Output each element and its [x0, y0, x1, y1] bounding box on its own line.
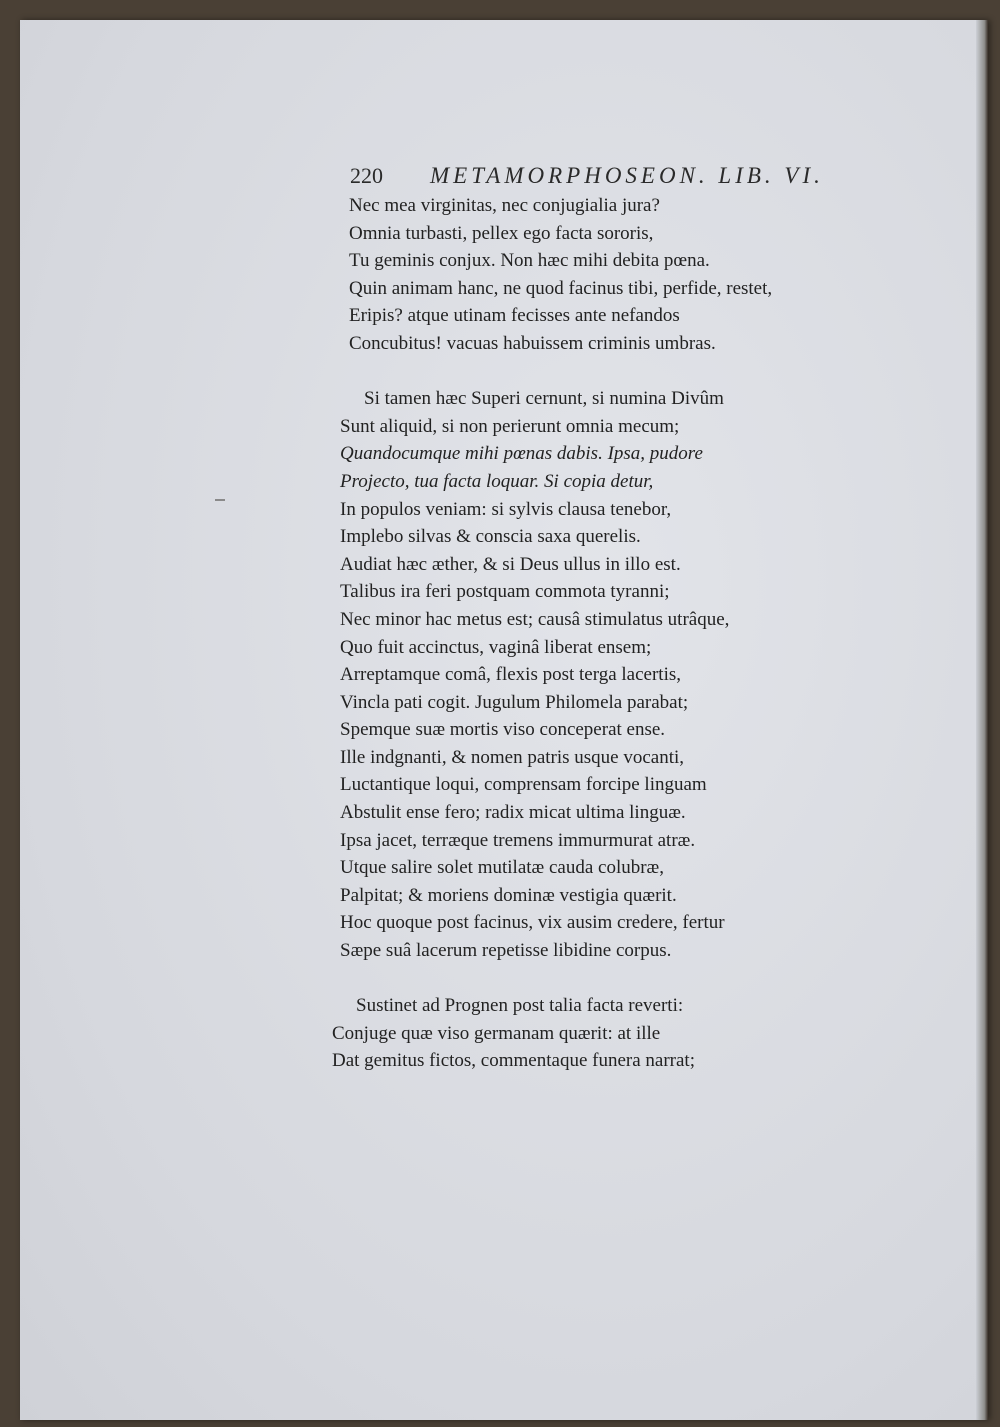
verse-line: Abstulit ense fero; radix micat ultima linguæ.	[340, 802, 686, 824]
verse-line: Sustinet ad Prognen post talia facta reverti:	[356, 995, 684, 1017]
verse-line: Quandocumque mihi pœnas dabis. Ipsa, pudore	[340, 443, 703, 465]
verse-line: Palpitat; & moriens dominæ vestigia quærit.	[340, 884, 677, 906]
page-gutter	[976, 20, 988, 1420]
verse-line: Projecto, tua facta loquar. Si copia detur,	[340, 470, 654, 492]
verse-line: Audiat hæc æther, & si Deus ullus in illo est.	[340, 553, 681, 575]
stanza-3	[330, 992, 890, 1075]
verse-line: Implebo silvas & conscia saxa querelis.	[340, 526, 641, 548]
verse-line: Nec mea virginitas, nec conjugialia jura?	[349, 195, 660, 216]
verse-line: Concubitus! vacuas habuissem criminis umbras.	[349, 332, 716, 354]
verse-line: Vincla pati cogit. Jugulum Philomela parabat;	[340, 691, 689, 713]
verse-line: In populos veniam: si sylvis clausa tenebor,	[340, 498, 672, 520]
margin-mark	[215, 499, 225, 501]
running-title: METAMORPHOSEON. LIB. VI.	[430, 163, 824, 188]
stanza-2	[330, 385, 890, 964]
page-number: 220	[350, 163, 383, 188]
verse-line: Talibus ira feri postquam commota tyranni;	[340, 581, 670, 603]
stanza-1	[330, 192, 890, 358]
verse-line: Utque salire solet mutilatæ cauda colubræ,	[340, 857, 664, 879]
verse-line: Arreptamque comâ, flexis post terga lacertis,	[340, 664, 681, 686]
verse-line: Conjuge quæ viso germanam quærit: at ille	[332, 1022, 661, 1044]
verse-line: Dat gemitus fictos, commentaque funera narrat;	[332, 1050, 695, 1072]
verse-line: Ille indgnanti, & nomen patris usque vocanti,	[340, 746, 685, 768]
verse-line: Eripis? atque utinam fecisses ante nefandos	[349, 305, 680, 327]
verse-line: Quo fuit accinctus, vaginâ liberat ensem;	[340, 636, 652, 658]
verse-line: Si tamen hæc Superi cernunt, si numina Divûm	[364, 388, 724, 410]
verse-line: Quin animam hanc, ne quod facinus tibi, perfide, restet,	[349, 277, 773, 299]
verse-line: Omnia turbasti, pellex ego facta sororis,	[349, 222, 654, 244]
verse-line: Luctantique loqui, comprensam forcipe linguam	[340, 774, 707, 796]
verse-line: Sunt aliquid, si non perierunt omnia mecum;	[340, 415, 680, 437]
verse-text	[330, 192, 890, 1103]
verse-line: Nec minor hac metus est; causâ stimulatus utrâque,	[340, 608, 730, 630]
verse-line: Ipsa jacet, terræque tremens immurmurat atræ.	[340, 829, 696, 851]
verse-line: Hoc quoque post facinus, vix ausim credere, fertur	[340, 912, 725, 934]
verse-line: Sæpe suâ lacerum repetisse libidine corpus.	[340, 940, 672, 962]
book-page	[20, 20, 988, 1420]
verse-line: Tu geminis conjux. Non hæc mihi debita pœna.	[349, 250, 710, 272]
verse-line: Spemque suæ mortis viso conceperat ense.	[340, 719, 666, 741]
